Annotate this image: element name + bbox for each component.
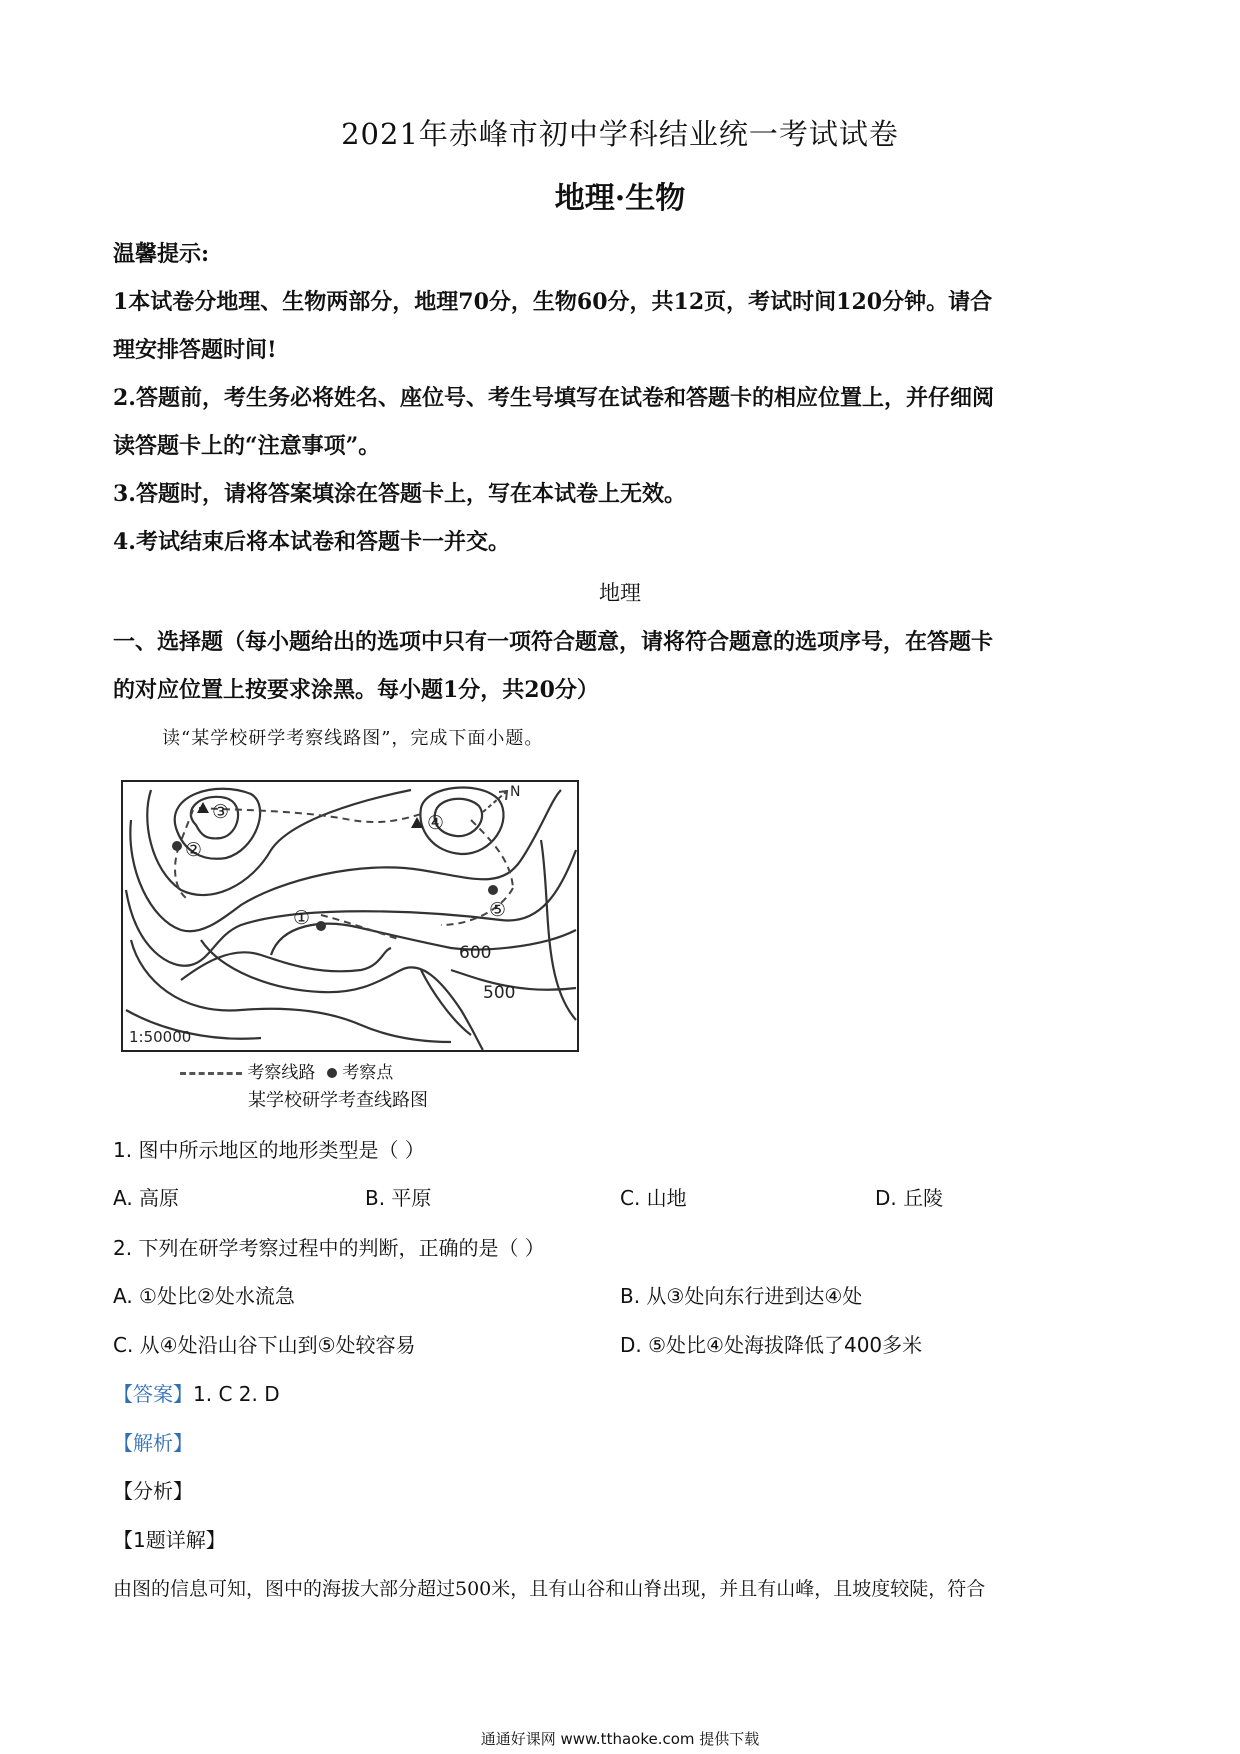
answer-value: 1. C 2. D	[193, 1382, 280, 1406]
tip-1-line-2: 理安排答题时间!	[113, 337, 277, 363]
point-1-label: ①	[293, 907, 311, 929]
tip-4: 4.考试结束后将本试卷和答题卡一并交。	[113, 529, 510, 555]
point-dot-icon	[327, 1068, 337, 1078]
contour-map	[121, 780, 579, 1052]
part-heading-line-2: 的对应位置上按要求涂黑。每小题1分，共20分）	[113, 677, 599, 703]
reading-intro: 读“某学校研学考察线路图”，完成下面小题。	[162, 728, 544, 749]
legend-point: 考察点	[342, 1063, 394, 1083]
q2-option-a: A. ①处比②处水流急	[113, 1284, 295, 1308]
fenxi-tag: 【分析】	[113, 1479, 193, 1503]
point-1-dot	[316, 921, 326, 931]
exam-subtitle: 地理·生物	[554, 181, 686, 216]
analysis-text: 由图的信息可知，图中的海拔大部分超过500米，且有山谷和山脊出现，并且有山峰，且坡度较陡，符合	[113, 1578, 986, 1600]
point-2-dot	[172, 841, 182, 851]
page-footer: 通通好课网 www.tthaoke.com 提供下载	[480, 1730, 760, 1748]
map-legend	[180, 1058, 393, 1083]
point-5-label: ⑤	[489, 899, 507, 921]
point-4-label: ④	[427, 812, 445, 834]
north-label: N	[510, 784, 521, 800]
contour-500-label: 500	[483, 983, 516, 1003]
tip-1-line-1: 1本试卷分地理、生物两部分，地理70分，生物60分，共12页，考试时间120分钟。请合	[113, 289, 993, 315]
q1-option-d: D. 丘陵	[875, 1186, 944, 1210]
figure-caption: 某学校研学考查线路图	[248, 1090, 428, 1111]
point-3-label: ③	[212, 801, 230, 823]
tip-2-line-1: 2.答题前，考生务必将姓名、座位号、考生号填写在试卷和答题卡的相应位置上，并仔细阅	[113, 385, 994, 411]
map-scale: 1:50000	[129, 1028, 192, 1046]
q2-option-d: D. ⑤处比④处海拔降低了400多米	[620, 1333, 923, 1357]
route-line-icon	[180, 1072, 242, 1075]
question-2-stem: 2. 下列在研学考察过程中的判断，正确的是（ ）	[113, 1236, 545, 1260]
q1-option-b: B. 平原	[365, 1186, 432, 1210]
q1-option-c: C. 山地	[620, 1186, 687, 1210]
tips-heading: 温馨提示:	[113, 241, 210, 267]
analysis-tag: 【解析】	[113, 1431, 193, 1455]
answer-tag: 【答案】	[113, 1382, 193, 1406]
tip-3: 3.答题时，请将答案填涂在答题卡上，写在本试卷上无效。	[113, 481, 686, 507]
tip-2-line-2: 读答题卡上的“注意事项”。	[113, 433, 381, 459]
answer-line	[113, 1378, 280, 1407]
detail-1-tag: 【1题详解】	[113, 1528, 226, 1552]
legend-route: 考察线路	[247, 1063, 316, 1083]
point-2-label: ②	[185, 839, 203, 861]
q1-option-a: A. 高原	[113, 1186, 180, 1210]
part-heading-line-1: 一、选择题（每小题给出的选项中只有一项符合题意，请将符合题意的选项序号，在答题卡	[113, 629, 994, 655]
point-5-dot	[488, 885, 498, 895]
question-1-stem: 1. 图中所示地区的地形类型是（ ）	[113, 1138, 425, 1162]
contour-600-label: 600	[459, 943, 492, 963]
section-name: 地理	[599, 581, 641, 605]
exam-title: 2021年赤峰市初中学科结业统一考试试卷	[341, 117, 899, 151]
q2-option-b: B. 从③处向东行进到达④处	[620, 1284, 863, 1308]
q2-option-c: C. 从④处沿山谷下山到⑤处较容易	[113, 1333, 416, 1357]
